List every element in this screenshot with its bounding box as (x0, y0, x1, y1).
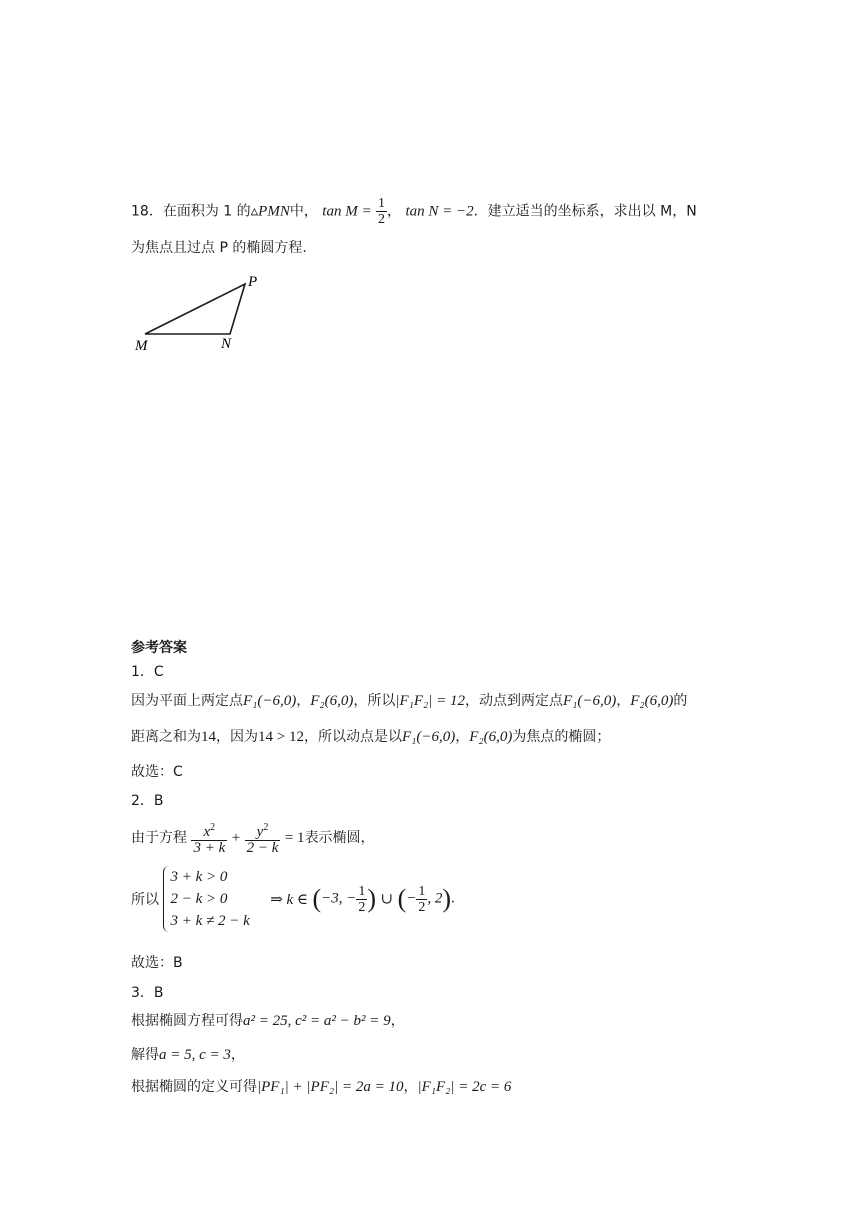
answer-1-head: 1．C (131, 664, 164, 680)
answer-2-choice: 故选：B (131, 955, 183, 971)
tan-m-expression: tan M = (322, 203, 372, 220)
inequality-system: 3 + k > 0 2 − k > 0 3 + k ≠ 2 − k (163, 866, 249, 932)
label-p: P (248, 274, 258, 290)
answer-2-line-2: 所以 3 + k > 0 2 − k > 0 3 + k ≠ 2 − k ⇒ k ∈ (−3, − $\frac{1}{2}$ ) ∪ (− $\frac{1}{2}$ , 2). (131, 866, 455, 932)
answer-3-line-2: 解得a = 5, c = 3， (131, 1047, 245, 1063)
question-number: 18． (131, 203, 163, 220)
fraction-y-squared: $\frac{y^2}{2 - k}$ (246, 822, 279, 856)
answer-1-choice: 故选：C (131, 764, 183, 780)
question-18-line-1: 18．在面积为 1 的▵PMN中， tan M = $\frac{1}{2}$ ， tan N = −2．建立适当的坐标系，求出以 M，N (131, 196, 697, 227)
label-n: N (221, 336, 232, 352)
answer-1-line-2: 距离之和为14，因为14 > 12，所以动点是以F₁(−6,0)，F₂(6,0)为焦点的椭圆； (131, 729, 611, 745)
label-m: M (135, 338, 148, 354)
answer-1-line-1: 因为平面上两定点F₁(−6,0)，F₂(6,0)，所以|F₁F₂| = 12，动点到两定点F₁(−6,0)，F₂(6,0)的 (131, 693, 688, 709)
answer-3-head: 3．B (131, 985, 164, 1001)
triangle-outline (145, 284, 245, 334)
fraction-one-half: $\frac{1}{2}$ (378, 196, 386, 227)
answer-3-line-1: 根据椭圆方程可得a² = 25, c² = a² − b² = 9， (131, 1013, 405, 1029)
answers-heading: 参考答案 (131, 640, 187, 656)
fraction-x-squared: $\frac{x^2}{3 + k}$ (193, 822, 226, 856)
answer-2-line-1: 由于方程 $\frac{x^2}{3 + k}$ + $\frac{y^2}{2 - k}$ = 1表示椭圆， (131, 822, 375, 856)
question-18-line-2: 为焦点且过点 P 的椭圆方程. (131, 240, 307, 256)
answer-2-head: 2．B (131, 793, 164, 809)
triangle-figure (130, 268, 280, 358)
tan-n-expression: tan N = −2 (405, 203, 474, 220)
answer-3-line-3: 根据椭圆的定义可得|PF₁| + |PF₂| = 2a = 10，|F₁F₂| = 2c = 6 (131, 1079, 512, 1095)
triangle-symbol: ▵PMN (250, 203, 290, 220)
